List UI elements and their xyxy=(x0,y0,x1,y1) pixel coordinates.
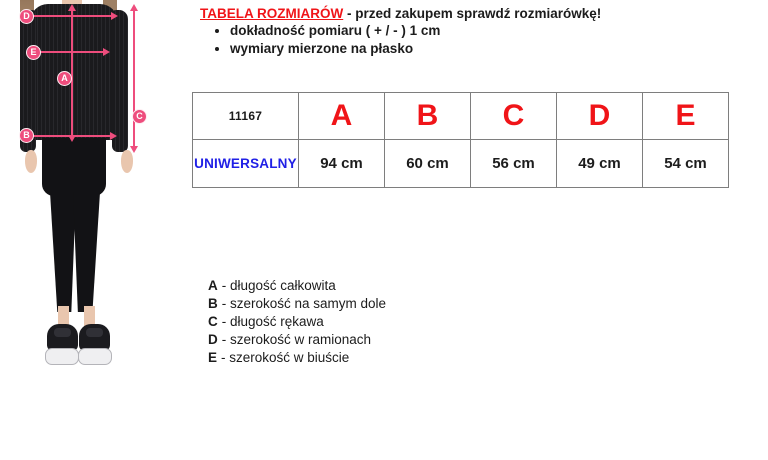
leg-right xyxy=(73,192,100,312)
column-header-a: A xyxy=(299,93,385,140)
measure-line-c xyxy=(133,10,135,147)
legend-desc: - długość całkowita xyxy=(221,278,336,293)
column-header-d: D xyxy=(557,93,643,140)
product-code-cell: 11167 xyxy=(193,93,299,140)
value-b-cell: 60 cm xyxy=(385,140,471,188)
note-item: • wymiary mierzone na płasko xyxy=(230,40,440,58)
measurement-notes xyxy=(214,22,440,58)
legend-desc: - długość rękawa xyxy=(221,314,324,329)
legend-item-b xyxy=(208,295,386,313)
note-item: • dokładność pomiaru ( + / - ) 1 cm xyxy=(230,22,440,40)
leg-left xyxy=(50,192,76,312)
column-header-b: B xyxy=(385,93,471,140)
marker-c: C xyxy=(132,109,147,124)
sneaker-left-laces xyxy=(54,328,71,337)
legend-desc: - szerokość w biuście xyxy=(221,350,350,365)
marker-e: E xyxy=(26,45,41,60)
size-table-header-row xyxy=(193,93,729,140)
marker-b: B xyxy=(19,128,34,143)
measurement-legend xyxy=(208,277,386,367)
value-a-cell: 94 cm xyxy=(299,140,385,188)
legend-item-c xyxy=(208,313,386,331)
size-chart-header xyxy=(200,6,601,21)
legend-letter: B xyxy=(208,296,218,311)
marker-a: A xyxy=(57,71,72,86)
measure-line-a xyxy=(71,10,73,136)
legend-letter: C xyxy=(208,314,218,329)
hand-left xyxy=(25,150,37,173)
legend-desc: - szerokość na samym dole xyxy=(221,296,387,311)
legend-desc: - szerokość w ramionach xyxy=(221,332,372,347)
size-table-data-row xyxy=(193,140,729,188)
legend-letter: D xyxy=(208,332,218,347)
sneaker-left-sole xyxy=(45,348,79,365)
legend-item-e xyxy=(208,349,386,367)
sneaker-right-laces xyxy=(86,328,103,337)
hand-right xyxy=(121,150,133,173)
size-chart-subtitle: - przed zakupem sprawdź rozmiarówkę! xyxy=(343,6,602,21)
value-d-cell: 49 cm xyxy=(557,140,643,188)
measure-line-b xyxy=(32,135,111,137)
product-photo-figure xyxy=(0,0,180,390)
legend-item-d xyxy=(208,331,386,349)
legend-item-a xyxy=(208,277,386,295)
column-header-e: E xyxy=(643,93,729,140)
leggings-hips xyxy=(42,138,106,196)
value-e-cell: 54 cm xyxy=(643,140,729,188)
size-label-cell: UNIWERSALNY xyxy=(193,140,299,188)
value-c-cell: 56 cm xyxy=(471,140,557,188)
column-header-c: C xyxy=(471,93,557,140)
size-table xyxy=(192,92,729,188)
legend-letter: A xyxy=(208,278,218,293)
sleeve-right xyxy=(112,10,128,152)
sneaker-right-sole xyxy=(78,348,112,365)
sweater-torso xyxy=(30,4,118,140)
marker-d: D xyxy=(19,9,34,24)
legend-letter: E xyxy=(208,350,218,365)
size-chart-title: TABELA ROZMIARÓW xyxy=(200,6,344,21)
